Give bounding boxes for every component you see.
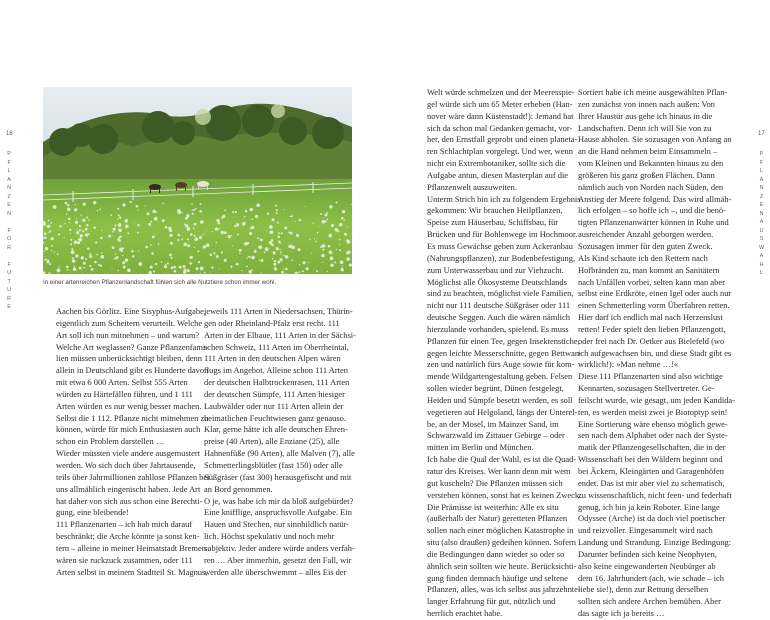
text-line: deutsche Seggen. Auch die wären nämlich: [427, 312, 570, 323]
running-title-letter: R: [7, 244, 12, 251]
text-line: mende Wildgartengestaltung geben. Felsen: [427, 371, 573, 382]
text-line: (außerhalb der Natur) geretteten Pflanzen: [427, 513, 568, 524]
text-line: genug, ich bin ja kein Roboter. Eine lange: [578, 501, 720, 512]
text-line: Ich habe die Qual der Wahl, es ist die Quad-: [427, 454, 577, 465]
text-line: ren … Aber immerhin, gesetzt den Fall, wir: [204, 554, 352, 565]
running-title-letter: T: [7, 278, 11, 285]
text-line: Selbst die 1 112. Pflanze nicht mitnehmen zu: [56, 412, 209, 423]
running-title-letter: U: [7, 270, 12, 276]
text-line: wären sie ruckzuck zusammen, oder 111: [56, 554, 193, 565]
page-number-right: 17: [758, 131, 765, 137]
text-line: Landschaften. Denn ich will Sie von zu: [578, 122, 712, 133]
text-line: ten, es werden meist zwei je Biotoptyp sein!: [578, 406, 728, 417]
text-line: matik der Pflanzengesellschaften, die in der: [578, 442, 726, 453]
page-number-left: 16: [6, 131, 13, 137]
text-line: nach Unfällen vorbei, selten kann man aber: [578, 276, 725, 287]
text-line: uns allmählich eingenischt haben. Jede Art: [56, 483, 201, 494]
running-title-letter: [8, 218, 10, 227]
text-line: Kennarten, sozusagen Stellvertreter. Ge-: [578, 383, 715, 394]
text-line: nicht ein Extrembotaniker, sollte sich die: [427, 158, 566, 169]
text-line: Laubwälder oder nur 111 Arten allein der: [204, 400, 344, 411]
text-line: lich. Höchst spekulativ und noch mehr: [204, 531, 335, 542]
running-title-letter: O: [7, 236, 12, 242]
text-line: die Bedingungen dann wieder so oder so: [427, 548, 565, 559]
text-line: retten! Feder spielt den lieben Pflanzengott,: [578, 323, 726, 334]
text-line: Aufgabe antun, diesen Masterplan auf die: [427, 169, 569, 180]
text-line: Brücken und für Bohlenwege im Hochmoor.: [427, 229, 578, 240]
running-title-letter: F: [7, 227, 11, 234]
text-line: zen zunächst von innen nach außen: Von: [578, 98, 715, 109]
text-line: gekommen: Wir brauchen Heilpflanzen,: [427, 205, 563, 216]
running-title-letter: U: [759, 227, 764, 234]
text-line: größeren bis ganz großen Flächen. Dann: [578, 169, 715, 180]
running-title-letter: P: [759, 151, 764, 157]
running-title-letter: N: [7, 185, 12, 191]
text-line: zum Unterwasserbau und zur Viehzucht.: [427, 264, 564, 275]
running-title-letter: A: [759, 219, 764, 225]
text-line: der deutschen Sümpfe, 111 Arten hiesiger: [204, 388, 345, 399]
text-line: Eine Sortierung wäre ebenso möglich gewe-: [578, 418, 728, 429]
running-title-letter: Z: [759, 193, 764, 200]
running-title-letter: P: [7, 151, 11, 157]
text-line: das sagte ich ja bereits …: [578, 608, 665, 619]
text-line: gel würde sich um 65 Meter erheben (Han-: [427, 98, 573, 109]
text-line: bei Äckern, Kleingärten und Garagenhöfen: [578, 466, 724, 476]
text-line: schon ein Problem darstellen …: [56, 436, 165, 447]
text-line: feilscht wurde, wie gesagt, um jeden Kandida-: [578, 394, 735, 405]
text-line: mit etwa 6 000 Arten. Selbst 555 Arten: [56, 377, 188, 388]
running-title-letter: E: [7, 304, 11, 310]
text-line: sollten sich andere Archen bemühen. Aber: [578, 596, 721, 607]
running-title-letter: A: [7, 176, 11, 183]
text-line: der deutschen Halbtrockenrasen, 111 Arten: [204, 377, 350, 388]
running-title-letter: Z: [7, 193, 11, 200]
text-line: nicht nur 111 deutsche Süßgräser oder 111: [427, 300, 571, 311]
text-line: Hauen und Stechen, nur sinnbildlich natür-: [204, 519, 350, 530]
text-line: gegen leichte Messerschnitte, gegen Bettwan-: [427, 347, 582, 358]
text-line: schen Schweiz, 111 Arten im Oberrheintal,: [204, 341, 349, 352]
vertical-running-title-right: [759, 150, 764, 278]
text-line: ren Schlachtplan vorgelegt. Und wer, wenn: [427, 146, 573, 157]
text-line: Welt würde schmelzen und der Meeresspie-: [427, 87, 575, 97]
text-line: verstehen können, sonst hat es keinen Zweck.: [427, 489, 582, 500]
text-line: nover wäre dann Küstenstadt!): Jemand hat: [427, 110, 574, 121]
text-line: Möglichst alle Ökosysteme Deutschlands: [427, 276, 567, 287]
text-line: allein in Deutschland gibt es Hunderte davon: [56, 365, 209, 376]
text-line: sich da schon mal Gedanken gemacht, vor-: [427, 122, 573, 133]
running-title-letter: L: [760, 168, 764, 174]
text-line: preise (40 Arten), alle Enziane (25), alle: [204, 436, 340, 447]
text-line: werden alle überschwemmt – alles Eis der: [204, 566, 347, 577]
meadow-horses-photo: [43, 87, 352, 274]
text-line: gen oder Rheinland-Pfalz erst recht. 111: [204, 317, 340, 328]
text-line: oder frei nach Dr. Oetker aus Bielefeld (wo: [578, 335, 725, 346]
text-line: Landung und Strandung. Einzige Bedingung:: [578, 537, 732, 548]
text-line: nämlich auch von Norden nach Süden, den: [578, 181, 724, 192]
text-line: selbst eine Erdkröte, einen Igel oder auch nur: [578, 288, 732, 299]
running-title-letter: U: [7, 287, 12, 293]
text-line: zen und natürlich fürs Auge sowie für kom-: [427, 359, 575, 370]
text-line: Pflanzenwelt auszuweiten.: [427, 181, 517, 192]
text-line: langer Erfahrung für gut, nützlich und: [427, 596, 556, 607]
text-line: Sozusagen immer für den guten Zweck.: [578, 240, 713, 251]
running-title-letter: A: [759, 253, 764, 259]
text-line: beschränkt; die Arche könnte ja sonst ken-: [56, 531, 200, 542]
running-title-letter: N: [7, 210, 12, 217]
text-line: vom Kleinen und Bekannten hinaus zu den: [578, 158, 724, 169]
text-line: Speise zum Häuserbau, Schiffsbau, für: [427, 217, 559, 228]
text-line: flugs im Angebot. Alleine schon 111 Arten: [204, 365, 348, 376]
text-line: 111 Arten in den deutschen Alpen wären: [204, 353, 341, 364]
running-title-letter: F: [7, 159, 11, 166]
text-line: teils über Jahrmillionen zahllose Pflanzen bei: [56, 471, 210, 482]
running-title-letter: R: [7, 295, 12, 302]
text-line: herrlich erachtet habe.: [427, 608, 503, 619]
text-line: Klar, gerne hätte ich alle deutschen Ehren-: [204, 424, 348, 435]
text-line: Pflanzen, alles, was ich selbst aus jahrzehnte-: [427, 584, 581, 595]
text-line: Hofbränden zu, man kommt an Sanitätern: [578, 264, 720, 275]
text-line: jeweils 111 Arten in Niedersachsen, Thürin-: [204, 306, 353, 316]
text-line: vegetieren auf Helgoland, längs der Unterel-: [427, 406, 578, 417]
running-title-letter: H: [759, 261, 764, 268]
text-column-left-2: [204, 306, 356, 578]
text-line: Anstieg der Meere folgend. Das wird allmäh-: [578, 193, 732, 204]
text-line: lich erfolgen – so hoffe ich –, und die benö-: [578, 205, 726, 216]
vertical-running-title-left: [7, 150, 11, 312]
running-title-letter: L: [760, 270, 764, 276]
photo-caption: In einer artenreichen Pflanzenlandschaft fühlen sich alle Nutztiere schon immer wohl.: [43, 279, 277, 286]
running-title-letter: W: [759, 244, 765, 251]
text-column-right-1: [427, 87, 582, 620]
text-line: wirklich!): »Man nehme …!«: [578, 359, 679, 370]
text-line: Arten würden es nur wenig besser machen.: [56, 400, 202, 411]
text-line: hat daher von sich aus schon eine Berechti-: [56, 495, 203, 506]
text-line: ausreichender Anzahl geborgen werden.: [578, 229, 714, 240]
running-title-letter: F: [759, 159, 764, 166]
text-line: Schwarzwald im Zittauer Gebirge – oder: [427, 430, 565, 441]
text-line: liebe sie!), denn zur Rettung derselben: [578, 584, 709, 595]
text-line: Arten selbst in meinem Stadtteil St. Magnus,: [56, 566, 208, 577]
text-line: Odyssee (Arche) ist da doch viel poetischer: [578, 513, 726, 524]
running-title-letter: E: [759, 202, 764, 208]
text-line: Welche Art weglassen? Ganze Pflanzenfami-: [56, 341, 209, 352]
text-line: Die Prämisse ist weiterhin: Alle ex situ: [427, 501, 559, 512]
running-title-letter: L: [7, 168, 11, 174]
text-line: sollen wieder begrünt, Dünen festgelegt,: [427, 383, 564, 394]
text-line: Hahnenfüße (90 Arten), alle Malven (7), alle: [204, 448, 355, 459]
text-line: Unterm Strich bin ich zu folgendem Ergebnis: [427, 193, 581, 204]
text-line: Pflanzen für einen Tee, gegen Insektenstiche,: [427, 335, 580, 346]
text-line: Aachen bis Görlitz. Eine Sisyphus-Aufgabe,: [56, 306, 206, 316]
text-line: können, würde für mich Enthusiasten auch: [56, 424, 201, 435]
text-line: eigentlich zum Scheitern verurteilt. Welche: [56, 317, 203, 328]
text-line: ähnlich sein sollten wie heute. Berücksichti-: [427, 560, 577, 571]
text-line: situ (also draußen) gedeihen können. Sofern: [427, 537, 577, 548]
text-line: Ihrer Haustür aus gehe ich hinaus in die: [578, 110, 713, 121]
running-title-letter: E: [7, 202, 11, 208]
text-line: gut kuscheln? Die Pflanzen müssen sich: [427, 477, 563, 488]
text-column-right-2: [578, 87, 735, 620]
text-line: Eine knifflige, anspruchsvolle Aufgabe. Ein: [204, 507, 352, 518]
running-title-letter: S: [759, 236, 764, 242]
text-line: Art soll ich nun mitnehmen – und warum?: [56, 329, 200, 340]
running-title-letter: A: [759, 176, 764, 183]
text-line: Hier darf ich endlich mal nach Herzenslust: [578, 312, 723, 323]
text-line: Heiden und Sümpfe besetzt werden, es soll: [427, 394, 573, 405]
text-line: Wieder müssten viele andere ausgemustert: [56, 448, 200, 459]
text-line: tern – alleine in meiner Heimatstadt Bremen: [56, 542, 206, 553]
text-line: sollen nach einer möglichen Katastrophe in: [427, 525, 574, 536]
text-line: O je, was habe ich mir da bloß aufgebürdet?: [204, 495, 354, 506]
text-line: ratur des Kreises. Wer kann denn mit wem: [427, 466, 571, 476]
running-title-letter: [8, 252, 10, 261]
text-line: heimatlichen Feuchtwiesen ganz genauso.: [204, 412, 346, 423]
text-line: subjektiv. Jeder andere würde anders verfah-: [204, 542, 355, 553]
text-line: hierzulande vorhanden, spielend. Es muss: [427, 323, 569, 334]
text-line: mitten im Berlin und München.: [427, 442, 534, 453]
text-line: endet. Das ist mir aber viel zu schematisch,: [578, 477, 725, 488]
text-line: Sortiert habe ich meine ausgewählten Pflan-: [578, 87, 728, 97]
text-line: (Nahrungspflanzen), zur Bodenbefestigung,: [427, 252, 576, 263]
text-column-left-1: [56, 306, 210, 578]
text-line: Darunter befinden sich keine Neophyten,: [578, 548, 717, 559]
text-line: Wissenschaft bei den Wäldern beginnt und: [578, 454, 723, 465]
text-line: Arten in der Elbaue, 111 Arten in der Sächsi-: [204, 329, 356, 340]
text-line: dem 16. Jahrhundert (ach, wie schade – ich: [578, 572, 724, 583]
text-line: Als Kind schaute ich den Rettern nach: [578, 252, 708, 263]
text-line: würden zu Härtefällen führen, und 1 111: [56, 388, 193, 399]
text-line: gung finden demnach häufige und seltene: [427, 572, 568, 583]
text-line: Schmetterlingsblütler (fast 150) oder alle: [204, 459, 343, 470]
text-line: sind zu beachten, möglichst viele Familien,: [427, 288, 574, 299]
text-line: zu wissenschaftlich, nicht feen- und federhaft: [578, 489, 732, 500]
text-line: also keine eingewanderten Neubürger ab: [578, 560, 716, 571]
text-line: sen nach dem Alphabet oder nach der Syste-: [578, 430, 728, 441]
text-line: Süßgräser (fast 300) herausgefischt und mit: [204, 471, 352, 482]
text-line: Diese 111 Pflanzenarten sind also wichtige: [578, 371, 723, 382]
text-line: Es muss Gewächse geben zum Ackeranbau: [427, 240, 573, 251]
text-line: gung, eine bleibende!: [56, 507, 129, 518]
text-line: be, an der Mosel, im Mainzer Sand, im: [427, 418, 559, 429]
running-title-letter: F: [7, 261, 11, 268]
running-title-letter: N: [759, 185, 764, 191]
text-line: an Bord genommen.: [204, 483, 273, 494]
text-line: her, den Ernstfall geprobt und einen planeta-: [427, 134, 578, 145]
text-line: einen Schmetterling vorm Überfahren retten.: [578, 300, 730, 311]
text-line: an die Hand nehmen beim Einsammeln –: [578, 146, 718, 157]
running-title-letter: N: [759, 210, 764, 217]
text-line: und reizvoller. Eingesammelt wird nach: [578, 525, 713, 536]
text-line: tigten Pflanzenanwärter können in Ruhe und: [578, 217, 729, 228]
text-line: 111 Pflanzenarten – ich hab mich darauf: [56, 519, 193, 530]
text-line: Hause abholen. Sie sozusagen von Anfang an: [578, 134, 732, 145]
text-line: werden. Wo sich doch über Jahrtausende,: [56, 459, 196, 470]
text-line: ich aufgewachsen bin, und diese Stadt gibt es: [578, 347, 732, 358]
text-line: lien müssen unberücksichtigt bleiben, denn: [56, 353, 202, 364]
